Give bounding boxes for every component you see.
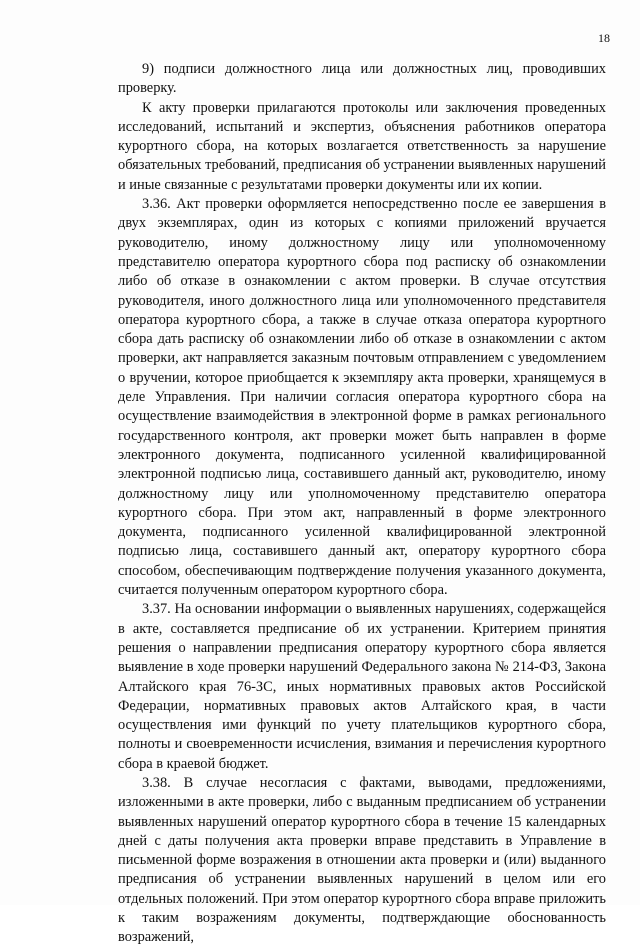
paragraph-3-36: 3.36. Акт проверки оформляется непосредственно после ее завершения в двух экземплярах, один из которых с копиями приложений вручается руководителю, иному должностному лицу или уполномоченному представителю оператора курортного сбора под расписку об ознакомлении либо об отказе в ознакомлении с актом проверки. В случае отсутствия руководителя, иного должностного лица или уполномоченного представителя оператора курортного сбора, а также в случае отказа оператора курортного сбора дать расписку об ознакомлении либо об отказе в ознакомлении с актом проверки, акт направляется заказным почтовым отправлением с уведомлением о вручении, которое приобщается к экземпляру акта проверки, хранящемуся в деле Управления. При наличии согласия оператора курортного сбора на осуществление взаимодействия в электронной форме в рамках регионального государственного контроля, акт проверки может быть направлен в форме электронного документа, подписанного усиленной квалифицированной электронной подписью лица, составившего данный акт, руководителю, иному должностному лицу или уполномоченному представителю оператора курортного сбора. При этом акт, направленный в форме электронного документа, подписанного усиленной квалифицированной электронной подписью лица, составившего данный акт, оператору курортного сбора способом, обеспечивающим подтверждение получения указанного документа, считается полученным оператором курортного сбора.	[118, 196, 606, 599]
paragraph-item-9: 9) подписи должностного лица или должностных лиц, проводивших проверку.	[118, 61, 606, 97]
page-body	[118, 60, 606, 948]
paragraph-3-37: 3.37. На основании информации о выявленных нарушениях, содержащейся в акте, составляется предписание об их устранении. Критерием принятия решения о направлении предписания оператору курортного сбора является выявление в ходе проверки нарушений Федерального закона № 214-ФЗ, Закона Алтайского края 76-ЗС, иных нормативных правовых актов Российской Федерации, нормативных правовых актов Алтайского края, в части осуществления ими функций по учету плательщиков курортного сбора, полноты и своевременности исчисления, взимания и перечисления курортного сбора в краевой бюджет.	[118, 601, 606, 772]
paragraph-attachments: К акту проверки прилагаются протоколы или заключения проведенных исследований, испытаний и экспертиз, объяснения работников оператора курортного сбора, на которых возлагается ответственность за нарушение обязательных требований, предписания об устранении выявленных нарушений и иные связанные с результатами проверки документы или их копии.	[118, 99, 606, 193]
page-number: 18	[598, 31, 610, 45]
paragraph-3-38: 3.38. В случае несогласия с фактами, выводами, предложениями, изложенными в акте проверки, либо с выданным предписанием об устранении выявленных нарушений оператор курортного сбора в течение 15 календарных дней с даты получения акта проверки вправе представить в Управление в письменной форме возражения в отношении акта проверки и (или) выданного предписания об устранении выявленных нарушений в целом или его отдельных положений. При этом оператор курортного сбора вправе приложить к таким возражениям документы, подтверждающие обоснованность возражений,	[118, 774, 606, 946]
